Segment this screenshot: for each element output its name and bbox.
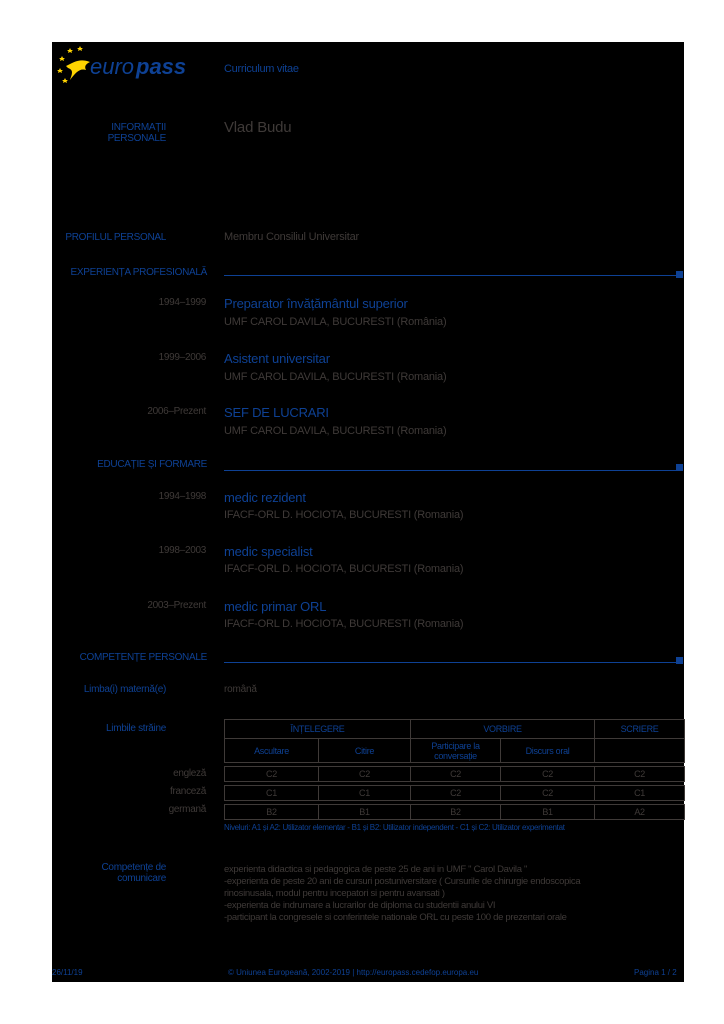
table-row [225, 805, 685, 820]
experience-title: SEF DE LUCRARI [224, 405, 329, 420]
education-date: 2003–Prezent [147, 600, 206, 611]
europass-logo [56, 44, 206, 88]
education-org: IFACF-ORL D. HOCIOTA, BUCURESTI (Romania) [224, 509, 464, 521]
doc-title: Curriculum vitae [224, 63, 299, 75]
experience-org: UMF CAROL DAVILA, BUCURESTI (Romania) [224, 425, 447, 437]
education-date: 1994–1998 [158, 491, 206, 502]
level-cell: C2 [501, 767, 595, 782]
skills-rule [224, 662, 678, 663]
education-rule-square [676, 464, 683, 471]
table-row [225, 767, 685, 782]
level-cell: C1 [319, 786, 411, 801]
education-org: IFACF-ORL D. HOCIOTA, BUCURESTI (Romania) [224, 563, 464, 575]
language-name: franceză [170, 786, 206, 797]
education-rule [224, 470, 678, 471]
personal-info-label: INFORMAȚII PERSONALE [107, 122, 166, 144]
education-title: medic rezident [224, 490, 306, 505]
subheader-listening: Ascultare [225, 739, 319, 763]
mother-tongue-value: română [224, 684, 257, 695]
language-table [224, 719, 685, 820]
foreign-languages-label: Limbile străine [106, 723, 166, 734]
experience-date: 1994–1999 [158, 297, 206, 308]
skills-rule-square [676, 657, 683, 664]
person-name: Vlad Budu [224, 119, 292, 136]
level-cell: A2 [595, 805, 685, 820]
experience-date: 2006–Prezent [147, 406, 206, 417]
experience-rule [224, 275, 678, 276]
experience-org: UMF CAROL DAVILA, BUCURESTI (Romania) [224, 371, 447, 383]
subheader-production: Discurs oral [501, 739, 595, 763]
education-title: medic primar ORL [224, 599, 327, 614]
level-cell: B2 [411, 805, 501, 820]
level-cell: B1 [501, 805, 595, 820]
footer-copyright[interactable]: © Uniunea Europeană, 2002-2019 | http://europass.cedefop.europa.eu [228, 968, 479, 977]
subheader-writing [595, 739, 685, 763]
experience-title: Asistent universitar [224, 351, 330, 366]
svg-text:pass: pass [136, 54, 187, 79]
group-speaking: VORBIRE [411, 720, 595, 739]
experience-org: UMF CAROL DAVILA, BUCURESTI (România) [224, 316, 447, 328]
education-date: 1998–2003 [158, 545, 206, 556]
language-name: engleză [173, 768, 206, 779]
experience-date: 1999–2006 [158, 352, 206, 363]
level-cell: C1 [595, 786, 685, 801]
subheader-reading: Citire [319, 739, 411, 763]
level-cell: C2 [225, 767, 319, 782]
table-row [225, 786, 685, 801]
profile-value: Membru Consiliul Universitar [224, 231, 359, 243]
education-section-label: EDUCAȚIE ȘI FORMARE [97, 459, 207, 470]
experience-title: Preparator învățământul superior [224, 296, 408, 311]
profile-label: PROFILUL PERSONAL [65, 232, 166, 243]
communication-label: Competențe de comunicare [101, 862, 166, 884]
level-cell: B1 [319, 805, 411, 820]
level-cell: C1 [225, 786, 319, 801]
footer-page-number: Pagina 1 / 2 [634, 968, 677, 977]
level-cell: C2 [411, 767, 501, 782]
level-cell: C2 [501, 786, 595, 801]
experience-section-label: EXPERIENȚA PROFESIONALĂ [70, 267, 207, 278]
subheader-interaction: Participare la conversație [411, 739, 501, 763]
level-cell: B2 [225, 805, 319, 820]
group-understanding: ÎNȚELEGERE [225, 720, 411, 739]
europass-star-icon [56, 44, 206, 88]
skills-section-label: COMPETENȚE PERSONALE [79, 652, 207, 663]
level-cell: C2 [595, 767, 685, 782]
education-org: IFACF-ORL D. HOCIOTA, BUCURESTI (Romania) [224, 618, 464, 630]
experience-rule-square [676, 271, 683, 278]
education-title: medic specialist [224, 544, 313, 559]
language-name: germană [168, 804, 206, 815]
level-cell: C2 [319, 767, 411, 782]
group-writing: SCRIERE [595, 720, 685, 739]
language-levels-legend: Niveluri: A1 și A2: Utilizator elementar - B1 și B2: Utilizator independent - C1 și C2: Utilizator experimentat [224, 823, 565, 832]
svg-text:euro: euro [90, 54, 135, 79]
level-cell: C2 [411, 786, 501, 801]
footer-date: 26/11/19 [52, 968, 83, 977]
cv-page [52, 42, 684, 982]
communication-text: experienta didactica si pedagogica de peste 25 de ani in UMF " Carol Davila " -experienta de peste 20 ani de cursuri postuniversitare ( Cursurile de chirurgie endoscopica rinosinusala, modul pentru incepatori si pentru avansati ) -experienta de indrumare a lucrarilor de diploma cu studentii anului VI -participant la congresele si conferintele nationale ORL cu peste 100 de prezentari orale [224, 864, 581, 923]
mother-tongue-label: Limba(i) maternă(e) [83, 684, 166, 695]
